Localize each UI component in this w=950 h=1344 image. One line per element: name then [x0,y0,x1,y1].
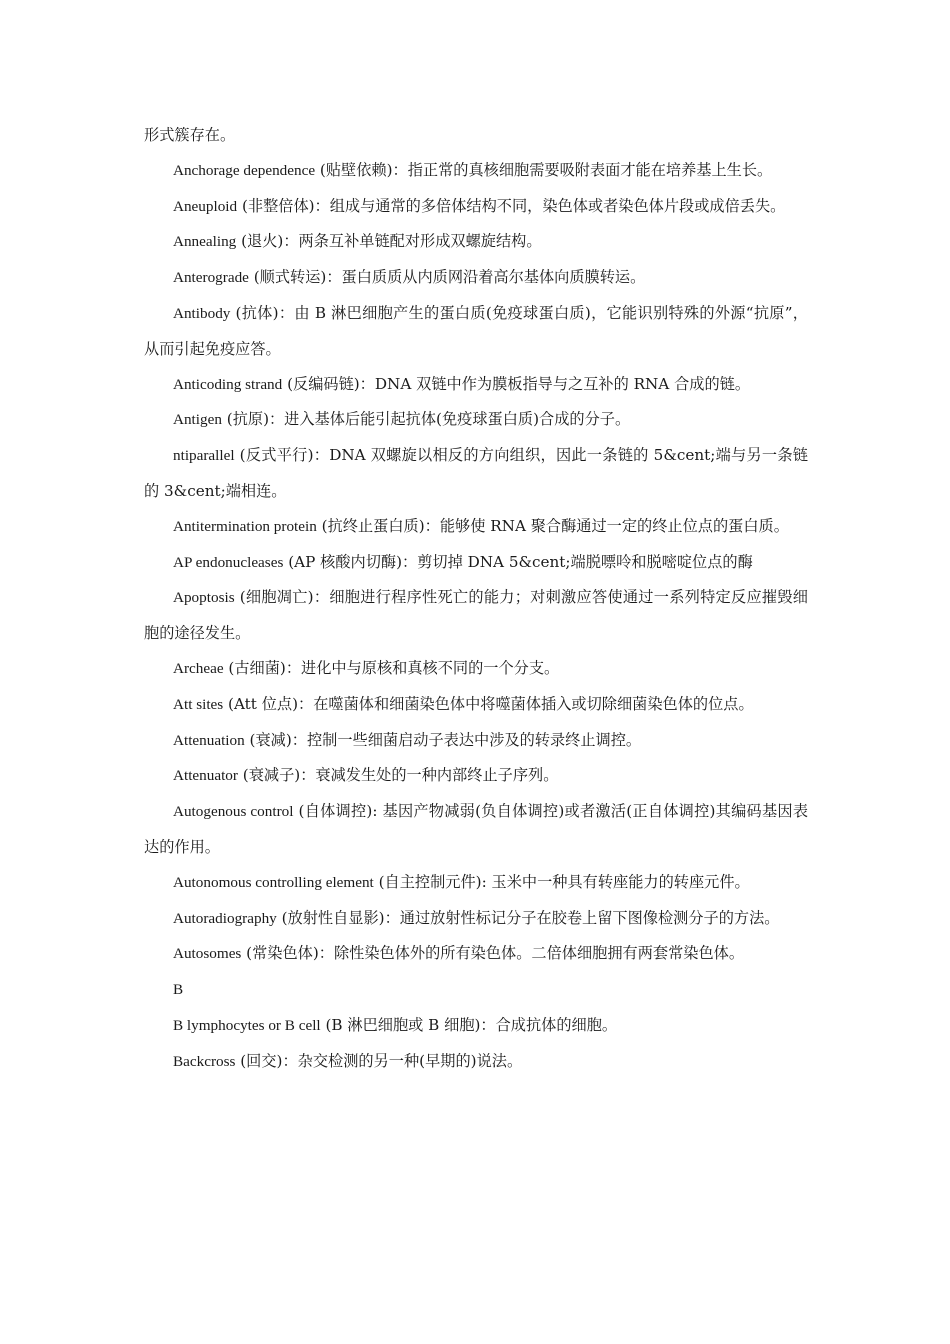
section-letter-text: B [173,981,184,999]
glossary-entry [144,153,808,189]
glossary-term: Anticoding strand [173,375,283,393]
glossary-definition: (Att 位点)：在噬菌体和细菌染色体中将噬菌体插入或切除细菌染色体的位点。 [223,694,754,713]
glossary-entry [144,936,808,972]
glossary-entry [144,651,808,687]
glossary-entry [144,189,808,225]
glossary-entry [144,438,808,509]
glossary-definition: (抗终止蛋白质)：能够使 RNA 聚合酶通过一定的终止位点的蛋白质。 [316,516,789,535]
glossary-entry [144,901,808,937]
glossary-term: Autoradiography [173,909,277,927]
glossary-term: Backcross [173,1052,236,1070]
glossary-entry [144,224,808,260]
glossary-entry [144,296,808,367]
glossary-definition: (古细菌)：进化中与原核和真核不同的一个分支。 [223,658,560,677]
section-letter [144,972,808,1008]
glossary-entry [144,509,808,545]
glossary-entry [144,580,808,651]
paragraph [144,118,808,153]
glossary-entry [144,402,808,438]
glossary-entry [144,687,808,723]
glossary-definition: (B 淋巴细胞或 B 细胞)：合成抗体的细胞。 [320,1015,618,1034]
glossary-definition: (反式平行)：DNA 双螺旋以相反的方向组织，因此一条链的 5&cent;端与另一条链的 3&cent;端相连。 [144,446,808,500]
glossary-entry [144,723,808,759]
glossary-definition: (衰减子)：衰减发生处的一种内部终止子序列。 [237,766,559,785]
glossary-entry [144,758,808,794]
paragraph-text: 形式簇存在。 [144,126,236,144]
glossary-entry [144,865,808,901]
glossary-definition: (自主控制元件): 玉米中一种具有转座能力的转座元件。 [373,872,750,891]
glossary-term: Autonomous controlling element [173,873,374,891]
glossary-entry [144,794,808,865]
glossary-term: Antibody [173,304,231,322]
glossary-term: Apoptosis [173,589,235,607]
glossary-term: Anterograde [173,269,249,287]
glossary-entry [144,1008,808,1044]
glossary-definition: (抗原)：进入基体后能引起抗体(免疫球蛋白质)合成的分子。 [221,410,631,429]
glossary-term: Antitermination protein [173,517,317,535]
glossary-entry [144,260,808,296]
glossary-term: AP endonucleases [173,553,284,571]
glossary-term: Archeae [173,659,224,677]
glossary-term: Att sites [173,695,224,713]
glossary-definition: (细胞凋亡)：细胞进行程序性死亡的能力；对刺激应答使通过一系列特定反应摧毁细胞的途径发生。 [144,588,808,643]
glossary-definition: (顺式转运)：蛋白质质从内质网沿着高尔基体向质膜转运。 [248,268,646,287]
glossary-term: Annealing [173,233,237,251]
glossary-entry [144,1044,808,1080]
glossary-definition: (反编码链)：DNA 双链中作为膜板指导与之互补的 RNA 合成的链。 [282,374,751,393]
glossary-definition: (回交)：杂交检测的另一种(早期的)说法。 [235,1051,523,1070]
glossary-entry [144,367,808,403]
glossary-entry [144,545,808,581]
glossary-term: Autosomes [173,945,242,963]
glossary-term: Attenuator [173,767,238,785]
glossary-term: Anchorage dependence [173,161,316,179]
glossary-definition: (AP 核酸内切酶)：剪切掉 DNA 5&cent;端脱嘌呤和脱嘧啶位点的酶 [283,552,753,571]
glossary-definition: (抗体)：由 B 淋巴细胞产生的蛋白质(免疫球蛋白质)，它能识别特殊的外源“抗原”，从而引起免疫应答。 [144,303,808,358]
glossary-definition: (衰减)：控制一些细菌启动子表达中涉及的转录终止调控。 [244,730,642,749]
glossary-term: Autogenous control [173,803,294,821]
glossary-term: B lymphocytes or B cell [173,1016,321,1034]
glossary-definition: (放射性自显影)：通过放射性标记分子在胶卷上留下图像检测分子的方法。 [276,908,780,927]
glossary-definition: (自体调控): 基因产物减弱(负自体调控)或者激活(正自体调控)其编码基因表达的作用。 [144,802,809,856]
glossary-definition: (非整倍体)：组成与通常的多倍体结构不同，染色体或者染色体片段或成倍丢失。 [237,196,786,215]
document-page [144,118,808,1080]
glossary-term: Antigen [173,411,222,429]
glossary-definition: (贴壁依赖)：指正常的真核细胞需要吸附表面才能在培养基上生长。 [315,160,773,179]
glossary-term: ntiparallel [173,447,235,465]
glossary-definition: (退火)：两条互补单链配对形成双螺旋结构。 [236,232,542,251]
glossary-term: Attenuation [173,731,245,749]
glossary-term: Aneuploid [173,197,238,215]
glossary-definition: (常染色体)：除性染色体外的所有染色体。二倍体细胞拥有两套常染色体。 [241,944,745,963]
